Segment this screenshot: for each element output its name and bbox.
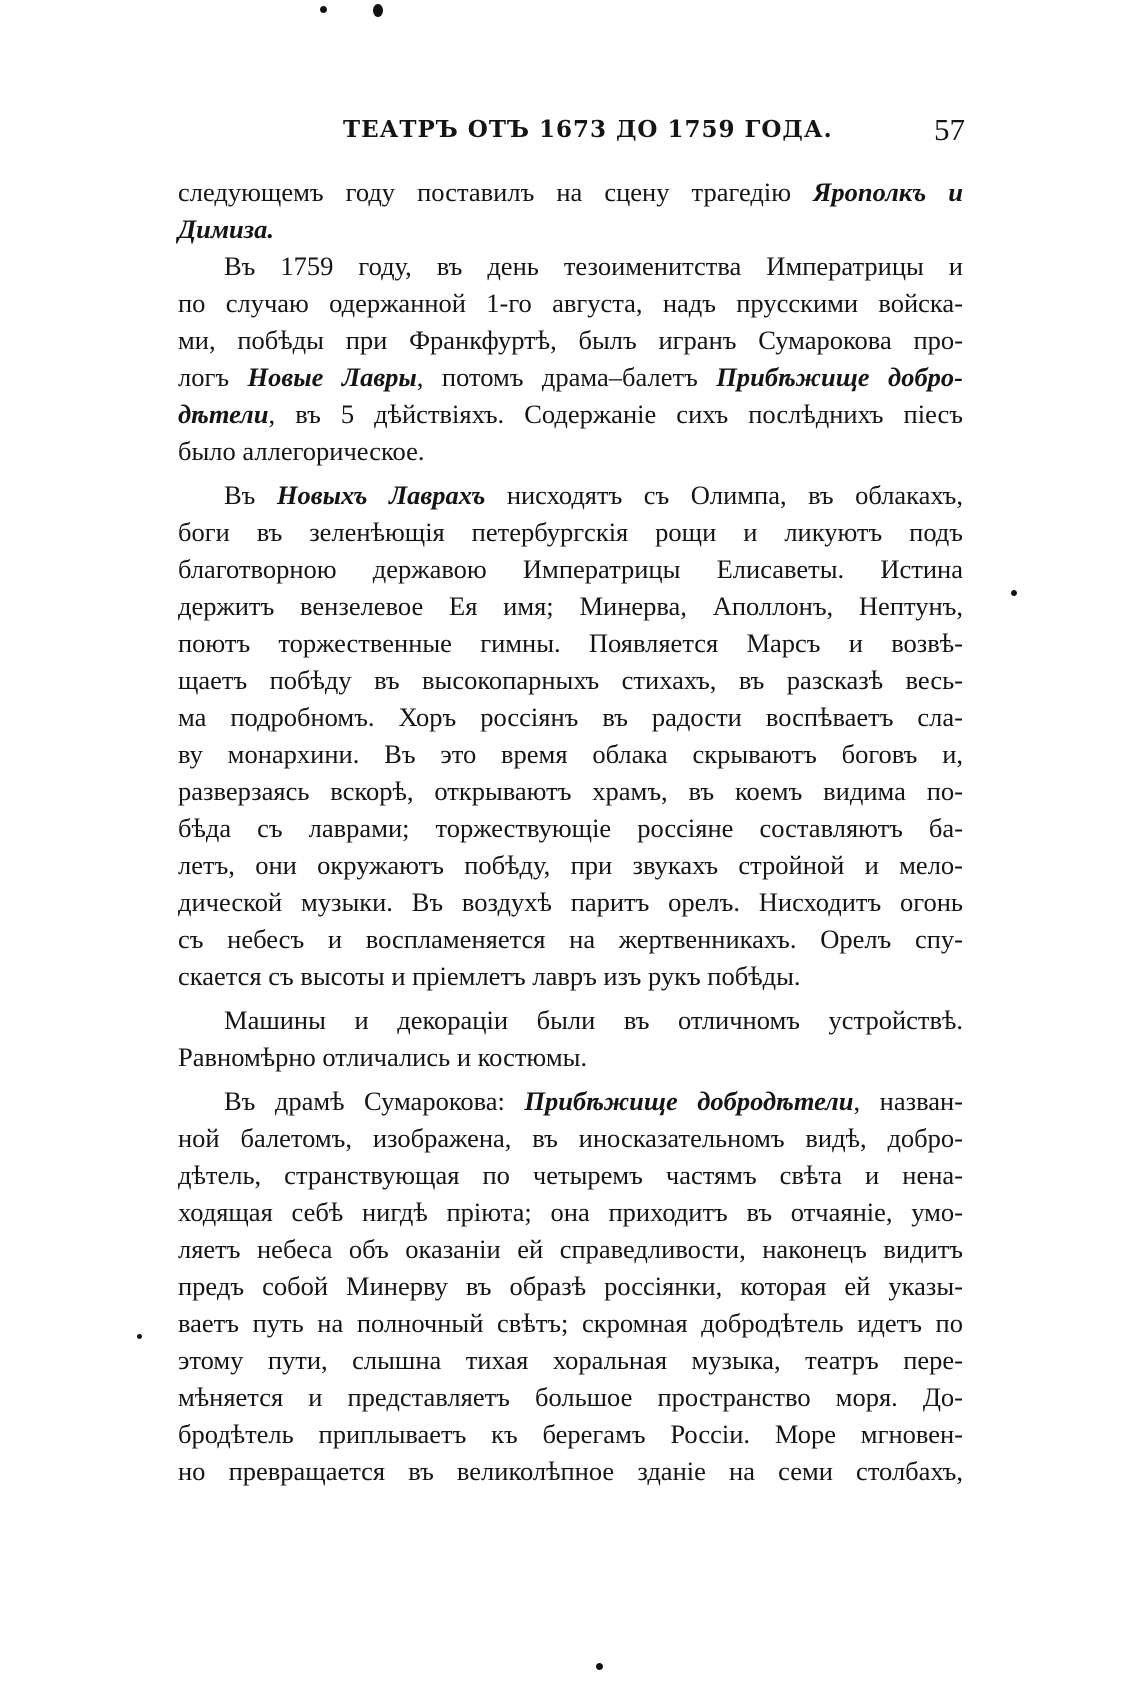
title-italic: Прибѣжище добродѣтели — [524, 1086, 854, 1116]
text-line: летъ, они окружаютъ побѣду, при звукахъ стройной и мело- — [178, 850, 963, 880]
title-italic: Прибѣжище добро- — [716, 362, 964, 392]
text-line: держитъ вензелевое Ея имя; Минерва, Аполлонъ, Нептунъ, — [178, 591, 963, 621]
paragraph-gap — [178, 470, 963, 477]
text-line: ву монархини. Въ это время облака скрываютъ боговъ и, — [178, 739, 963, 769]
title-italic: Новыхъ Лаврахъ — [276, 480, 486, 510]
paragraph — [178, 174, 963, 248]
text-line: щаетъ побѣду въ высокопарныхъ стихахъ, въ разсказѣ весь- — [178, 665, 963, 695]
text-line: Въ Новыхъ Лаврахъ нисходятъ съ Олимпа, въ облакахъ, — [224, 480, 963, 510]
ink-speck — [137, 1334, 142, 1339]
text-line: Въ 1759 году, въ день тезоименитства Императрицы и — [224, 251, 963, 281]
ink-speck — [1011, 590, 1017, 596]
text-line: но превращается въ великолѣпное зданіе на семи столбахъ, — [178, 1456, 963, 1486]
ink-speck — [373, 4, 383, 17]
text-line: предъ собой Минерву въ образѣ россіянки, которая ей указы- — [178, 1271, 963, 1301]
running-title: ТЕАТРЪ ОТЪ 1673 ДО 1759 ГОДА. — [343, 116, 833, 143]
text-line: следующемъ году поставилъ на сцену трагедію Ярополкъ и — [178, 177, 963, 207]
text-line: ми, побѣды при Франкфуртѣ, былъ игранъ Сумарокова про- — [178, 325, 963, 355]
paragraph — [178, 1002, 963, 1076]
text-line: мѣняется и представляетъ большое пространство моря. До- — [178, 1382, 963, 1412]
text-line: разверзаясь вскорѣ, открываютъ храмъ, въ коемъ видима по- — [178, 776, 963, 806]
title-italic: дѣтели — [178, 399, 269, 429]
text-line: дической музыки. Въ воздухѣ паритъ орелъ. Нисходитъ огонь — [178, 887, 963, 917]
paragraph-gap — [178, 995, 963, 1002]
text-line: скается съ высоты и пріемлетъ лавръ изъ рукъ побѣды. — [178, 961, 801, 991]
paragraph — [178, 1083, 963, 1490]
text-line: бѣда съ лаврами; торжествующіе россіяне составляютъ ба- — [178, 813, 963, 843]
title-italic: Новые Лавры — [247, 362, 417, 392]
text-line: ляетъ небеса объ оказаніи ей справедливости, наконецъ видитъ — [178, 1234, 963, 1264]
title-italic: Ярополкъ и — [813, 177, 963, 207]
page-number: 57 — [934, 112, 965, 147]
text-line: ма подробномъ. Хоръ россіянъ въ радости воспѣваетъ сла- — [178, 702, 963, 732]
paragraph-gap — [178, 1076, 963, 1083]
text-line — [178, 211, 963, 248]
text-line: было аллегорическое. — [178, 436, 425, 466]
body-text — [178, 174, 963, 1490]
text-line: боги въ зеленѣющія петербургскія рощи и ликуютъ подъ — [178, 517, 963, 547]
text-line: ваетъ путь на полночный свѣтъ; скромная добродѣтель идетъ по — [178, 1308, 963, 1338]
text-line: ходящая себѣ нигдѣ пріюта; она приходитъ въ отчаяніе, умо- — [178, 1197, 963, 1227]
text-line: дѣтель, странствующая по четыремъ частямъ свѣта и нена- — [178, 1160, 963, 1190]
title-italic: Димиза. — [178, 214, 274, 244]
text-line: бродѣтель приплываетъ къ берегамъ Россіи. Море мгновен- — [178, 1419, 963, 1449]
running-head — [175, 112, 965, 152]
text-line: ной балетомъ, изображена, въ иносказательномъ видѣ, добро- — [178, 1123, 963, 1153]
text-line: Въ драмѣ Сумарокова: Прибѣжище добродѣтели, назван- — [224, 1086, 964, 1116]
text-line: Равномѣрно отличались и костюмы. — [178, 1042, 588, 1072]
paragraph — [178, 477, 963, 995]
text-line: логъ Новые Лавры, потомъ драма–балетъ Прибѣжище добро- — [178, 362, 964, 392]
ink-speck — [596, 1663, 603, 1670]
text-line: съ небесъ и воспламеняется на жертвенникахъ. Орелъ спу- — [178, 924, 963, 954]
text-line: дѣтели, въ 5 дѣйствіяхъ. Содержаніе сихъ послѣднихъ піесъ — [178, 399, 963, 429]
text-line: поютъ торжественные гимны. Появляется Марсъ и возвѣ- — [178, 628, 963, 658]
ink-speck — [320, 6, 327, 13]
text-line: этому пути, слышна тихая хоральная музыка, театръ пере- — [178, 1345, 963, 1375]
paragraph — [178, 248, 963, 470]
text-line: благотворною державою Императрицы Елисаветы. Истина — [178, 554, 963, 584]
text-line: Машины и декораціи были въ отличномъ устройствѣ. — [224, 1005, 963, 1035]
text-line: по случаю одержанной 1-го августа, надъ прусскими войска- — [178, 288, 963, 318]
